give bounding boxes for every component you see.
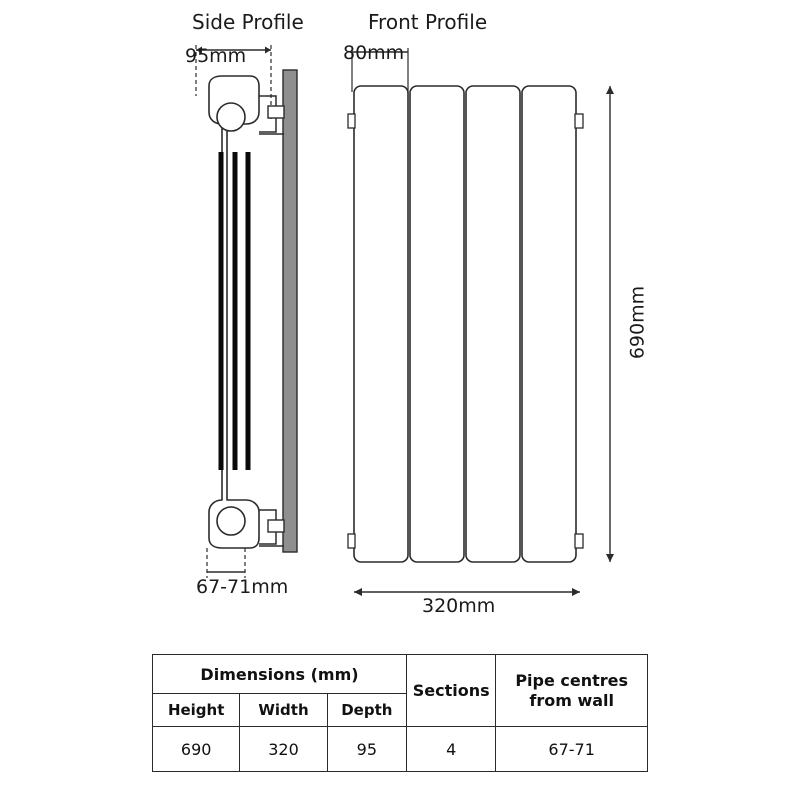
value-width: 320	[240, 727, 327, 772]
top-port-circle	[217, 103, 245, 131]
dim-arrow-right-95	[265, 47, 271, 54]
specifications-table	[152, 654, 648, 772]
value-pipe-centres: 67-71	[496, 727, 648, 772]
front-profile-title: Front Profile	[368, 10, 488, 34]
front-left-top-nub	[348, 114, 355, 128]
header-height: Height	[153, 694, 240, 727]
front-profile-group	[348, 48, 614, 596]
bottom-bracket-block	[268, 520, 284, 532]
value-depth: 95	[327, 727, 406, 772]
table-header-row-1	[153, 655, 648, 694]
header-depth: Depth	[327, 694, 406, 727]
front-section-3	[466, 86, 520, 562]
front-right-bottom-nub	[575, 534, 583, 548]
label-front-width: 320mm	[422, 595, 496, 617]
header-pipe-centres: Pipe centres from wall	[496, 655, 648, 727]
wall-bar	[283, 70, 297, 552]
front-section-4	[522, 86, 576, 562]
header-dimensions-group: Dimensions (mm)	[153, 655, 407, 694]
dim-arrow-left-320	[354, 588, 362, 596]
dim-arrow-top-690	[606, 86, 614, 94]
side-profile-group	[196, 45, 297, 578]
dim-arrow-bottom-690	[606, 554, 614, 562]
top-bracket-block	[268, 106, 284, 118]
label-pipe-centres: 67-71mm	[196, 576, 289, 598]
label-side-depth: 95mm	[185, 45, 247, 67]
header-width: Width	[240, 694, 327, 727]
bottom-port-circle	[217, 507, 245, 535]
side-profile-title: Side Profile	[192, 10, 304, 34]
front-right-top-nub	[575, 114, 583, 128]
dim-arrow-right-320	[572, 588, 580, 596]
label-section-width: 80mm	[343, 42, 405, 64]
label-front-height: 690mm	[626, 285, 649, 360]
front-section-1	[354, 86, 408, 562]
header-sections: Sections	[407, 655, 496, 727]
front-section-2	[410, 86, 464, 562]
table-row	[153, 727, 648, 772]
value-sections: 4	[407, 727, 496, 772]
value-height: 690	[153, 727, 240, 772]
front-left-bottom-nub	[348, 534, 355, 548]
